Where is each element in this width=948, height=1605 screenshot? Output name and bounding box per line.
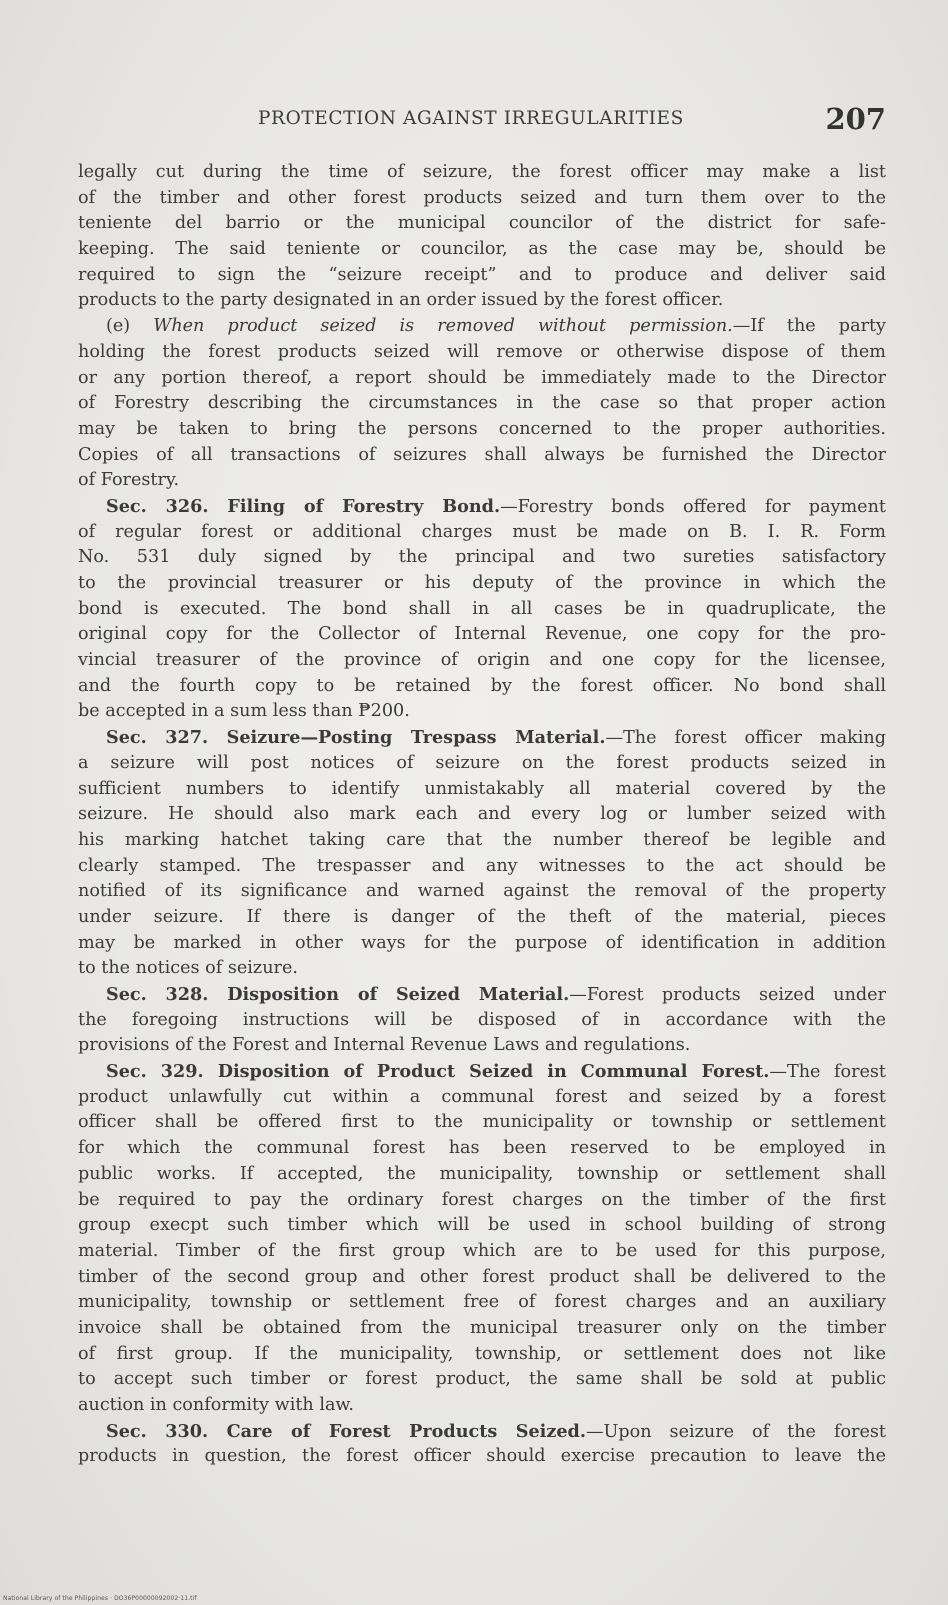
text-line bbox=[78, 186, 886, 212]
text-line bbox=[78, 1316, 886, 1342]
text-line bbox=[78, 802, 886, 828]
text-line bbox=[78, 468, 886, 494]
line-text: keeping. The said teniente or councilor, as the case may be, should be bbox=[78, 239, 886, 260]
line-text: of the timber and other forest products seized and turn them over to the bbox=[78, 187, 886, 208]
text-line bbox=[78, 391, 886, 417]
text-line bbox=[78, 366, 886, 392]
text-line bbox=[78, 622, 886, 648]
section-heading: Sec. 330. Care of Forest Products Seized. bbox=[106, 1420, 586, 1442]
line-text: Copies of all transactions of seizures shall always be furnished the Director bbox=[78, 444, 886, 465]
text-line bbox=[78, 777, 886, 803]
line-text: products to the party designated in an order issued by the forest officer. bbox=[78, 290, 724, 311]
line-text: No. 531 duly signed by the principal and two sureties satisfactory bbox=[78, 547, 886, 568]
line-text: products in question, the forest officer should exercise precaution to leave the bbox=[78, 1446, 886, 1467]
line-text: —The forest officer making bbox=[605, 728, 886, 749]
line-text: notified of its significance and warned against the removal of the property bbox=[78, 881, 886, 902]
line-text: original copy for the Collector of Internal Revenue, one copy for the pro- bbox=[78, 624, 886, 645]
line-text: —If the party bbox=[732, 316, 886, 337]
line-text: teniente del barrio or the municipal councilor of the district for safe- bbox=[78, 213, 886, 234]
line-text: of Forestry describing the circumstances in the case so that proper action bbox=[78, 393, 886, 414]
section-heading: Sec. 329. Disposition of Product Seized in Communal Forest. bbox=[106, 1061, 770, 1083]
text-line bbox=[78, 648, 886, 674]
text-line bbox=[78, 520, 886, 546]
text-line bbox=[78, 1239, 886, 1265]
line-text: required to sign the “seizure receipt” and to produce and deliver said bbox=[78, 264, 886, 285]
line-text: bond is executed. The bond shall in all cases be in quadruplicate, the bbox=[78, 598, 886, 619]
text-line bbox=[78, 1213, 886, 1239]
scan-footer: National Library of the Philippines · DO36P00000092002·11.tif bbox=[3, 1595, 197, 1602]
line-text: be accepted in a sum less than ₱200. bbox=[78, 701, 410, 722]
text-line bbox=[78, 905, 886, 931]
line-text: legally cut during the time of seizure, the forest officer may make a list bbox=[78, 162, 886, 182]
text-line bbox=[78, 211, 886, 237]
line-text: officer shall be offered first to the municipality or township or settlement bbox=[78, 1112, 886, 1133]
text-line bbox=[78, 1444, 886, 1470]
text-line bbox=[78, 1059, 886, 1085]
line-text: of Forestry. bbox=[78, 470, 180, 491]
line-text: provisions of the Forest and Internal Revenue Laws and regulations. bbox=[78, 1035, 691, 1056]
page-number: 207 bbox=[825, 102, 886, 136]
text-line bbox=[78, 1393, 886, 1419]
line-text: his marking hatchet taking care that the number thereof be legible and bbox=[78, 829, 886, 850]
line-text: clearly stamped. The trespasser and any witnesses to the act should be bbox=[78, 855, 886, 876]
text-line bbox=[78, 1342, 886, 1368]
line-text: under seizure. If there is danger of the theft of the material, pieces bbox=[78, 906, 886, 927]
line-text: public works. If accepted, the municipality, township or settlement shall bbox=[78, 1163, 886, 1184]
line-text: —Upon seizure of the forest bbox=[585, 1421, 886, 1442]
text-line bbox=[78, 1265, 886, 1291]
text-line bbox=[78, 1033, 886, 1059]
line-text: a seizure will post notices of seizure on the forest products seized in bbox=[78, 752, 886, 773]
text-line bbox=[78, 263, 886, 289]
line-text: be required to pay the ordinary forest charges on the timber of the first bbox=[78, 1189, 886, 1210]
text-line bbox=[78, 1110, 886, 1136]
line-text: vincial treasurer of the province of origin and one copy for the licensee, bbox=[78, 650, 886, 671]
page-header bbox=[78, 102, 886, 142]
line-text: timber of the second group and other forest product shall be delivered to the bbox=[78, 1266, 886, 1287]
line-text: for which the communal forest has been reserved to be employed in bbox=[78, 1138, 886, 1159]
text-line bbox=[78, 1008, 886, 1034]
text-line bbox=[78, 956, 886, 982]
line-text: —Forestry bonds offered for payment bbox=[500, 496, 886, 517]
text-line bbox=[78, 674, 886, 700]
section-heading: Sec. 327. Seizure—Posting Trespass Material. bbox=[106, 727, 606, 749]
line-text: or any portion thereof, a report should be immediately made to the Director bbox=[78, 367, 886, 388]
line-text: to the notices of seizure. bbox=[78, 958, 298, 979]
text-line bbox=[78, 443, 886, 469]
subsection-heading: When product seized is removed without permission. bbox=[153, 316, 733, 337]
text-line bbox=[78, 1367, 886, 1393]
subsection-label: (e) bbox=[106, 316, 154, 337]
text-line bbox=[78, 160, 886, 186]
text-line bbox=[78, 751, 886, 777]
text-line bbox=[78, 1085, 886, 1111]
line-text: —The forest bbox=[769, 1062, 886, 1083]
text-line bbox=[78, 494, 886, 520]
text-line bbox=[78, 879, 886, 905]
section-heading: Sec. 328. Disposition of Seized Material. bbox=[106, 984, 570, 1005]
line-text: holding the forest products seized will remove or otherwise dispose of them bbox=[78, 341, 886, 362]
text-line bbox=[78, 237, 886, 263]
line-text: may be marked in other ways for the purpose of identification in addition bbox=[78, 932, 886, 953]
text-line bbox=[78, 314, 886, 340]
text-line bbox=[78, 1419, 886, 1445]
text-line bbox=[78, 1188, 886, 1214]
line-text: auction in conformity with law. bbox=[78, 1395, 355, 1415]
line-text: invoice shall be obtained from the municipal treasurer only on the timber bbox=[78, 1317, 886, 1338]
body-text bbox=[78, 160, 886, 1470]
text-line bbox=[78, 854, 886, 880]
text-line bbox=[78, 417, 886, 443]
text-line bbox=[78, 828, 886, 854]
line-text: municipality, township or settlement free of forest charges and an auxiliary bbox=[78, 1292, 886, 1313]
line-text: —Forest products seized under bbox=[569, 985, 886, 1005]
line-text: and the fourth copy to be retained by the forest officer. No bond shall bbox=[78, 675, 886, 696]
line-text: group execpt such timber which will be used in school building of strong bbox=[78, 1215, 886, 1236]
line-text: material. Timber of the first group which are to be used for this purpose, bbox=[78, 1240, 886, 1261]
text-line bbox=[78, 545, 886, 571]
text-line bbox=[78, 340, 886, 366]
line-text: sufficient numbers to identify unmistakably all material covered by the bbox=[78, 778, 886, 799]
text-line bbox=[78, 1290, 886, 1316]
line-text: seizure. He should also mark each and every log or lumber seized with bbox=[78, 804, 886, 825]
text-line bbox=[78, 699, 886, 725]
text-line bbox=[78, 288, 886, 314]
text-line bbox=[78, 931, 886, 957]
line-text: to accept such timber or forest product, the same shall be sold at public bbox=[78, 1369, 886, 1390]
text-line bbox=[78, 1136, 886, 1162]
line-text: may be taken to bring the persons concerned to the proper authorities. bbox=[78, 418, 886, 439]
line-text: of regular forest or additional charges must be made on B. I. R. Form bbox=[78, 521, 886, 542]
text-line bbox=[78, 597, 886, 623]
line-text: the foregoing instructions will be disposed of in accordance with the bbox=[78, 1009, 886, 1030]
running-head: PROTECTION AGAINST IRREGULARITIES bbox=[258, 108, 684, 129]
section-heading: Sec. 326. Filing of Forestry Bond. bbox=[106, 495, 501, 517]
text-line bbox=[78, 725, 886, 751]
line-text: product unlawfully cut within a communal forest and seized by a forest bbox=[78, 1086, 886, 1107]
text-line bbox=[78, 1162, 886, 1188]
text-line bbox=[78, 982, 886, 1008]
line-text: to the provincial treasurer or his deputy of the province in which the bbox=[78, 573, 886, 593]
text-line bbox=[78, 571, 886, 597]
line-text: of first group. If the municipality, township, or settlement does not like bbox=[78, 1343, 886, 1364]
